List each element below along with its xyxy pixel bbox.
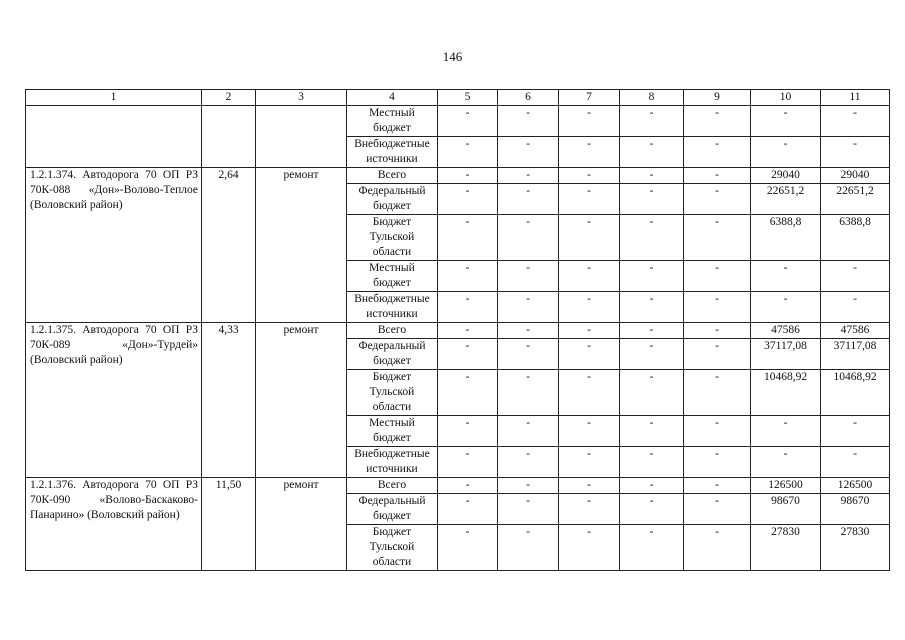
- value-cell-col-11: -: [821, 261, 890, 292]
- value-cell-col-9: -: [684, 292, 751, 323]
- funding-source-cell: Всего: [347, 323, 438, 339]
- column-header-4: 4: [347, 90, 438, 106]
- value-cell-col-5: -: [438, 292, 498, 323]
- column-header-10: 10: [751, 90, 821, 106]
- table-body: [26, 106, 890, 571]
- value-cell-col-10: -: [751, 416, 821, 447]
- value-cell-col-10: 6388,8: [751, 215, 821, 261]
- table-row: [26, 106, 890, 137]
- column-header-6: 6: [498, 90, 559, 106]
- funding-source-cell: Местный бюджет: [347, 416, 438, 447]
- column-header-7: 7: [559, 90, 620, 106]
- funding-source-cell: Бюджет Тульской области: [347, 215, 438, 261]
- value-cell-col-11: 6388,8: [821, 215, 890, 261]
- value-cell-col-10: 98670: [751, 494, 821, 525]
- value-cell-col-9: -: [684, 323, 751, 339]
- value-cell-col-5: -: [438, 339, 498, 370]
- value-cell-col-6: -: [498, 478, 559, 494]
- value-cell-col-7: -: [559, 215, 620, 261]
- value-cell-col-9: -: [684, 525, 751, 571]
- value-cell-col-10: 47586: [751, 323, 821, 339]
- value-cell-col-7: -: [559, 168, 620, 184]
- value-cell-col-8: -: [620, 447, 684, 478]
- value-cell-col-9: -: [684, 168, 751, 184]
- value-cell-col-11: 10468,92: [821, 370, 890, 416]
- work-type-cell: ремонт: [256, 478, 347, 571]
- work-type-cell: ремонт: [256, 168, 347, 323]
- value-cell-col-11: -: [821, 137, 890, 168]
- value-cell-col-8: -: [620, 525, 684, 571]
- length-cell: 4,33: [202, 323, 256, 478]
- value-cell-col-6: -: [498, 494, 559, 525]
- value-cell-col-11: 37117,08: [821, 339, 890, 370]
- value-cell-col-5: -: [438, 323, 498, 339]
- object-name-cell: 1.2.1.376. Автодорога 70 ОП РЗ 70К-090 «Волово-Баскаково-Панарино» (Воловский район): [26, 478, 202, 571]
- value-cell-col-7: -: [559, 525, 620, 571]
- value-cell-col-11: 126500: [821, 478, 890, 494]
- work-type-cell: [256, 106, 347, 168]
- value-cell-col-6: -: [498, 261, 559, 292]
- value-cell-col-8: -: [620, 416, 684, 447]
- value-cell-col-8: -: [620, 494, 684, 525]
- table-row: [26, 168, 890, 184]
- funding-source-cell: Местный бюджет: [347, 106, 438, 137]
- funding-source-cell: Федеральный бюджет: [347, 184, 438, 215]
- length-cell: 11,50: [202, 478, 256, 571]
- value-cell-col-11: -: [821, 447, 890, 478]
- value-cell-col-7: -: [559, 323, 620, 339]
- value-cell-col-6: -: [498, 184, 559, 215]
- value-cell-col-8: -: [620, 261, 684, 292]
- value-cell-col-9: -: [684, 478, 751, 494]
- column-header-9: 9: [684, 90, 751, 106]
- value-cell-col-5: -: [438, 168, 498, 184]
- value-cell-col-11: 27830: [821, 525, 890, 571]
- funding-source-cell: Всего: [347, 478, 438, 494]
- value-cell-col-8: -: [620, 184, 684, 215]
- value-cell-col-5: -: [438, 494, 498, 525]
- value-cell-col-11: 29040: [821, 168, 890, 184]
- column-header-11: 11: [821, 90, 890, 106]
- funding-source-cell: Федеральный бюджет: [347, 494, 438, 525]
- funding-source-cell: Федеральный бюджет: [347, 339, 438, 370]
- value-cell-col-8: -: [620, 137, 684, 168]
- value-cell-col-8: -: [620, 106, 684, 137]
- value-cell-col-6: -: [498, 447, 559, 478]
- value-cell-col-5: -: [438, 137, 498, 168]
- funding-source-cell: Внебюджетные источники: [347, 447, 438, 478]
- value-cell-col-9: -: [684, 137, 751, 168]
- value-cell-col-7: -: [559, 370, 620, 416]
- value-cell-col-9: -: [684, 184, 751, 215]
- value-cell-col-10: 126500: [751, 478, 821, 494]
- value-cell-col-7: -: [559, 292, 620, 323]
- value-cell-col-5: -: [438, 525, 498, 571]
- value-cell-col-10: 37117,08: [751, 339, 821, 370]
- value-cell-col-10: 22651,2: [751, 184, 821, 215]
- value-cell-col-11: -: [821, 106, 890, 137]
- value-cell-col-8: -: [620, 168, 684, 184]
- column-header-2: 2: [202, 90, 256, 106]
- value-cell-col-5: -: [438, 106, 498, 137]
- header-row: [26, 90, 890, 106]
- value-cell-col-8: -: [620, 370, 684, 416]
- value-cell-col-11: 98670: [821, 494, 890, 525]
- value-cell-col-9: -: [684, 494, 751, 525]
- value-cell-col-7: -: [559, 494, 620, 525]
- value-cell-col-5: -: [438, 416, 498, 447]
- value-cell-col-6: -: [498, 370, 559, 416]
- value-cell-col-7: -: [559, 416, 620, 447]
- value-cell-col-6: -: [498, 106, 559, 137]
- value-cell-col-7: -: [559, 184, 620, 215]
- column-header-1: 1: [26, 90, 202, 106]
- value-cell-col-9: -: [684, 261, 751, 292]
- value-cell-col-10: -: [751, 137, 821, 168]
- value-cell-col-5: -: [438, 447, 498, 478]
- value-cell-col-11: 22651,2: [821, 184, 890, 215]
- object-name-cell: 1.2.1.375. Автодорога 70 ОП РЗ 70К-089 «Дон»-Турдей» (Воловский район): [26, 323, 202, 478]
- value-cell-col-7: -: [559, 106, 620, 137]
- column-header-5: 5: [438, 90, 498, 106]
- funding-source-cell: Местный бюджет: [347, 261, 438, 292]
- value-cell-col-8: -: [620, 323, 684, 339]
- funding-source-cell: Бюджет Тульской области: [347, 525, 438, 571]
- work-type-cell: ремонт: [256, 323, 347, 478]
- value-cell-col-6: -: [498, 416, 559, 447]
- column-header-3: 3: [256, 90, 347, 106]
- table-row: [26, 323, 890, 339]
- value-cell-col-9: -: [684, 215, 751, 261]
- length-cell: [202, 106, 256, 168]
- value-cell-col-8: -: [620, 215, 684, 261]
- page-number: 146: [442, 49, 463, 64]
- funding-source-cell: Всего: [347, 168, 438, 184]
- value-cell-col-7: -: [559, 447, 620, 478]
- value-cell-col-11: -: [821, 292, 890, 323]
- value-cell-col-6: -: [498, 168, 559, 184]
- value-cell-col-6: -: [498, 339, 559, 370]
- value-cell-col-5: -: [438, 478, 498, 494]
- budget-table: [25, 89, 890, 571]
- value-cell-col-5: -: [438, 184, 498, 215]
- value-cell-col-9: -: [684, 447, 751, 478]
- value-cell-col-11: -: [821, 416, 890, 447]
- value-cell-col-6: -: [498, 215, 559, 261]
- value-cell-col-9: -: [684, 370, 751, 416]
- value-cell-col-7: -: [559, 261, 620, 292]
- value-cell-col-8: -: [620, 339, 684, 370]
- value-cell-col-10: 27830: [751, 525, 821, 571]
- column-header-8: 8: [620, 90, 684, 106]
- value-cell-col-9: -: [684, 416, 751, 447]
- value-cell-col-7: -: [559, 137, 620, 168]
- value-cell-col-5: -: [438, 370, 498, 416]
- funding-source-cell: Внебюджетные источники: [347, 292, 438, 323]
- length-cell: 2,64: [202, 168, 256, 323]
- object-name-cell: 1.2.1.374. Автодорога 70 ОП РЗ 70К-088 «Дон»-Волово-Теплое (Воловский район): [26, 168, 202, 323]
- value-cell-col-7: -: [559, 339, 620, 370]
- value-cell-col-10: 29040: [751, 168, 821, 184]
- value-cell-col-5: -: [438, 215, 498, 261]
- funding-source-cell: Бюджет Тульской области: [347, 370, 438, 416]
- value-cell-col-10: -: [751, 447, 821, 478]
- funding-source-cell: Внебюджетные источники: [347, 137, 438, 168]
- value-cell-col-9: -: [684, 106, 751, 137]
- value-cell-col-7: -: [559, 478, 620, 494]
- value-cell-col-10: -: [751, 106, 821, 137]
- value-cell-col-6: -: [498, 292, 559, 323]
- value-cell-col-5: -: [438, 261, 498, 292]
- table-row: [26, 478, 890, 494]
- value-cell-col-10: -: [751, 292, 821, 323]
- object-name-cell: [26, 106, 202, 168]
- value-cell-col-6: -: [498, 137, 559, 168]
- value-cell-col-9: -: [684, 339, 751, 370]
- value-cell-col-10: 10468,92: [751, 370, 821, 416]
- value-cell-col-8: -: [620, 292, 684, 323]
- value-cell-col-8: -: [620, 478, 684, 494]
- value-cell-col-6: -: [498, 525, 559, 571]
- value-cell-col-10: -: [751, 261, 821, 292]
- value-cell-col-6: -: [498, 323, 559, 339]
- value-cell-col-11: 47586: [821, 323, 890, 339]
